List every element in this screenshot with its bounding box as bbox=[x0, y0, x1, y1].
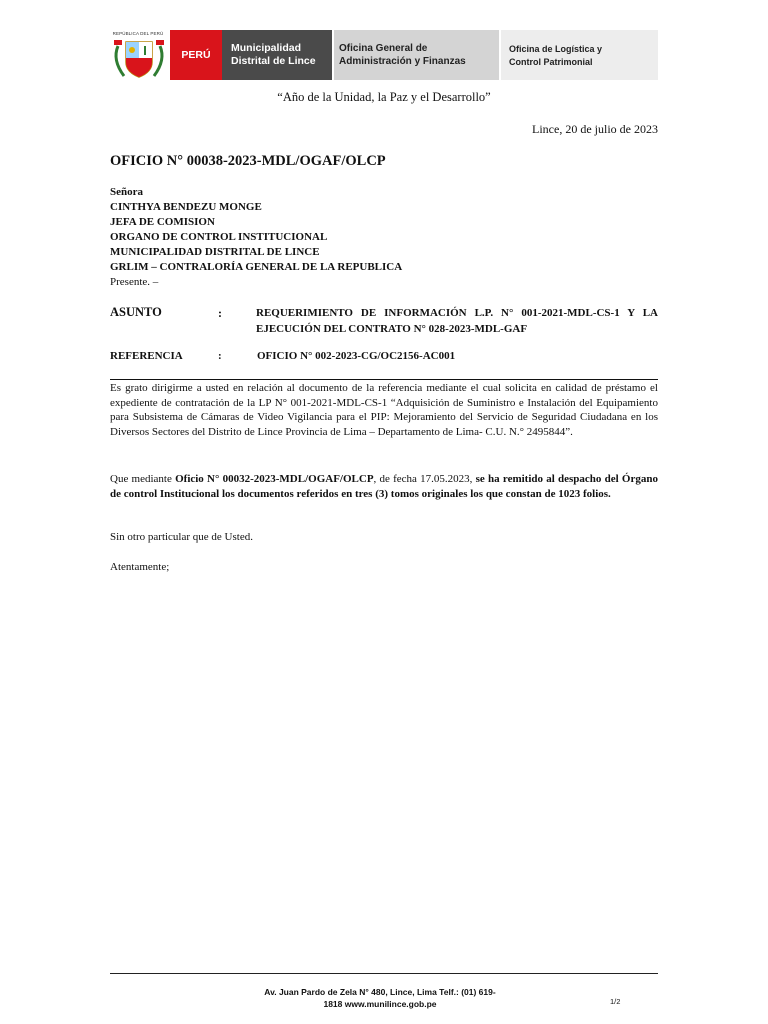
peru-label: PERÚ bbox=[170, 30, 222, 80]
page-number: 1/2 bbox=[610, 997, 621, 1006]
asunto-label: ASUNTO bbox=[110, 305, 162, 319]
recipient-presente: Presente. – bbox=[110, 276, 159, 288]
recipient-block bbox=[110, 185, 402, 290]
paragraph-1: Es grato dirigirme a usted en relación al documento de la referencia mediante el cual solicita en calidad de préstamo el expediente de contratación de la LP N° 001-2021-MDL-CS-1 “Adquisición de Suministro e Instalación del Equipamiento para Subsistema de Cámaras de Video Vigilancia para el PIP: Mejoramiento del Servicio de Seguridad Ciudadana en los Diversos Sectores del Distrito de Lince Provincia de Lima – Departamento de Lima- C.U. N.° 2495844”. bbox=[110, 382, 658, 438]
footer-address-line1: Av. Juan Pardo de Zela N° 480, Lince, Lima Telf.: (01) 619- bbox=[264, 987, 496, 997]
paragraph-2-part1: Que mediante bbox=[110, 473, 176, 485]
olcp-line2: Control Patrimonial bbox=[509, 57, 593, 67]
footer-address-line2: 1818 www.munilince.gob.pe bbox=[323, 999, 437, 1009]
recipient-office: GRLIM – CONTRALORÍA GENERAL DE LA REPUBLICA bbox=[110, 261, 403, 273]
municipality-name bbox=[222, 30, 332, 80]
closing-line-2: Atentamente; bbox=[110, 561, 170, 573]
asunto-colon: : bbox=[218, 306, 222, 320]
olcp-line1: Oficina de Logística y bbox=[509, 44, 603, 54]
paragraph-2-part3: se ha remitido al despacho del Órgano de control Institucional los documentos referidos en tres (3) tomos originales los que constan de 1023 folios. bbox=[110, 473, 658, 500]
paragraph-2-ref: Oficio N° 00032-2023-MDL/OGAF/OLCP bbox=[175, 473, 374, 485]
olcp-office-name bbox=[501, 30, 658, 80]
letter-date: Lince, 20 de julio de 2023 bbox=[532, 122, 658, 136]
coat-caption: REPÚBLICA DEL PERÚ bbox=[112, 31, 164, 36]
year-motto: “Año de la Unidad, la Paz y el Desarrollo” bbox=[277, 90, 491, 104]
ogaf-office-name bbox=[334, 30, 499, 80]
ogaf-line1: Oficina General de bbox=[339, 43, 428, 54]
asunto-text: REQUERIMIENTO DE INFORMACIÓN L.P. N° 001-2021-MDL-CS-1 Y LA EJECUCIÓN DEL CONTRATO N° 028-2023-MDL-GAF bbox=[256, 307, 658, 335]
ogaf-line2: Administración y Finanzas bbox=[339, 56, 466, 67]
oficio-number: OFICIO N° 00038-2023-MDL/OGAF/OLCP bbox=[110, 153, 386, 169]
section-divider bbox=[110, 379, 658, 380]
letterhead-banner bbox=[108, 30, 658, 80]
recipient-entity: MUNICIPALIDAD DISTRITAL DE LINCE bbox=[110, 246, 320, 258]
recipient-organ: ORGANO DE CONTROL INSTITUCIONAL bbox=[110, 231, 328, 243]
paragraph-2-part2: , de fecha 17.05.2023, bbox=[373, 473, 476, 485]
referencia-colon: : bbox=[218, 350, 222, 362]
peru-shield-icon bbox=[110, 36, 168, 80]
recipient-name: CINTHYA BENDEZU MONGE bbox=[110, 201, 262, 213]
referencia-text: OFICIO N° 002-2023-CG/OC2156-AC001 bbox=[257, 350, 456, 362]
closing-line-1: Sin otro particular que de Usted. bbox=[110, 531, 253, 543]
muni-line1: Municipalidad bbox=[231, 42, 302, 54]
muni-line2: Distrital de Lince bbox=[231, 55, 316, 67]
paragraph-2 bbox=[110, 472, 658, 501]
referencia-label: REFERENCIA bbox=[110, 350, 183, 362]
coat-of-arms-logo bbox=[108, 30, 170, 80]
footer-address bbox=[210, 986, 550, 1010]
recipient-salutation: Señora bbox=[110, 186, 143, 198]
footer-divider bbox=[110, 973, 658, 974]
recipient-position: JEFA DE COMISION bbox=[110, 216, 215, 228]
